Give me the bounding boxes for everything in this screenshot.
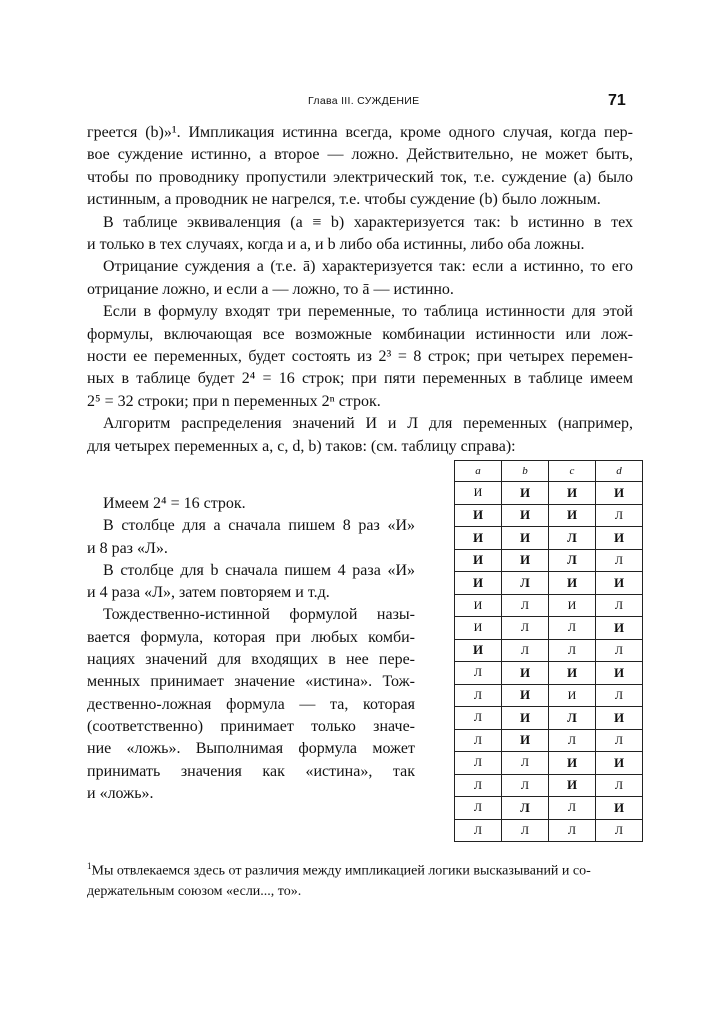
side-text-line: вается формула, которая при любых комби- <box>87 628 415 646</box>
truth-table-cell: И <box>455 549 502 572</box>
truth-table-cell: Л <box>455 819 502 842</box>
truth-table-cell: Л <box>549 707 596 730</box>
truth-table-cell: Л <box>596 549 643 572</box>
side-text-line: В столбце для b сначала пишем 4 раза «И» <box>103 561 415 579</box>
truth-table-cell: И <box>549 662 596 685</box>
truth-table-row <box>455 662 643 685</box>
body-text-line: истинным, а проводник не нагрелся, т.е. чтобы суждение (b) было ложным. <box>87 191 601 209</box>
truth-table-cell: И <box>549 504 596 527</box>
truth-table-cell: Л <box>549 797 596 820</box>
truth-table-cell: И <box>596 527 643 550</box>
truth-table-cell: Л <box>549 639 596 662</box>
truth-table-cell: И <box>455 639 502 662</box>
side-text-line: менных принимает значение «истина». Тож- <box>87 673 415 691</box>
side-text-line: В столбце для a сначала пишем 8 раз «И» <box>103 517 415 535</box>
body-text-line: Если в формулу входят три переменные, то таблица истинности для этой <box>103 303 633 321</box>
truth-table-cell: И <box>596 707 643 730</box>
truth-table-row <box>455 639 643 662</box>
truth-table-cell: Л <box>596 504 643 527</box>
truth-table-cell: Л <box>455 707 502 730</box>
truth-table-row <box>455 572 643 595</box>
side-text-line: (соответственно) принимает только значе- <box>87 717 415 735</box>
truth-table-cell: Л <box>549 527 596 550</box>
truth-table-row <box>455 594 643 617</box>
truth-table-cell: И <box>596 752 643 775</box>
truth-table-header-cell: a <box>455 461 502 482</box>
side-text-line: Тождественно-истинной формулой назы- <box>103 606 415 624</box>
truth-table-cell: И <box>549 684 596 707</box>
side-text-line: и 4 раза «Л», затем повторяем и т.д. <box>87 584 330 602</box>
truth-table-row <box>455 707 643 730</box>
truth-table-cell: Л <box>502 774 549 797</box>
body-text-line: В таблице эквиваленция (a ≡ b) характеризуется так: b истинно в тех <box>103 213 633 231</box>
body-text-line: формулы, включающая все возможные комбинации истинности или лож- <box>87 325 633 343</box>
truth-table-cell: Л <box>502 752 549 775</box>
truth-table-cell: И <box>549 572 596 595</box>
truth-table-cell: И <box>502 684 549 707</box>
truth-table-cell: И <box>502 549 549 572</box>
truth-table-cell: Л <box>502 617 549 640</box>
truth-table-row <box>455 684 643 707</box>
side-text-line: Имеем 2⁴ = 16 строк. <box>103 495 246 512</box>
side-text-line: и «ложь». <box>87 784 154 802</box>
truth-table-cell: Л <box>596 819 643 842</box>
truth-table-row <box>455 617 643 640</box>
truth-table-cell: Л <box>502 639 549 662</box>
side-text-line: ние «ложь». Выполнимая формула может <box>87 740 415 758</box>
body-text-line: отрицание ложно, и если a — ложно, то ā — истинно. <box>87 280 454 298</box>
side-text-line: и 8 раз «Л». <box>87 539 168 557</box>
truth-table-cell: Л <box>502 797 549 820</box>
body-text-line: Алгоритм распределения значений И и Л для переменных (например, <box>103 415 633 433</box>
truth-table-cell: Л <box>455 662 502 685</box>
truth-table-cell: И <box>596 572 643 595</box>
body-text-line: 2⁵ = 32 строки; при n переменных 2ⁿ строк. <box>87 392 381 410</box>
truth-table-header-cell: d <box>596 461 643 482</box>
truth-table-cell: И <box>502 482 549 505</box>
truth-table-row <box>455 482 643 505</box>
truth-table-cell: Л <box>549 549 596 572</box>
truth-table-cell: И <box>549 594 596 617</box>
truth-table-cell: Л <box>596 639 643 662</box>
footnote-text-1: Мы отвлекаемся здесь от различия между импликацией логики высказываний и со- <box>91 863 591 879</box>
truth-table-cell: И <box>502 504 549 527</box>
truth-table-cell: И <box>502 662 549 685</box>
truth-table-cell: И <box>455 482 502 505</box>
footnote-line-2: держательным союзом «если..., то». <box>87 883 302 899</box>
body-text-line: ных в таблице будет 2⁴ = 16 строк; при пяти переменных в таблице имеем <box>87 370 633 388</box>
truth-table-cell: И <box>596 797 643 820</box>
truth-table-cell: Л <box>596 594 643 617</box>
truth-table <box>454 460 643 842</box>
truth-table-cell: И <box>502 729 549 752</box>
truth-table-cell: И <box>596 482 643 505</box>
truth-table-cell: И <box>455 594 502 617</box>
body-text-line: ности ее переменных, будет состоять из 2³ = 8 строк; при четырех перемен- <box>87 348 633 366</box>
truth-table-row <box>455 752 643 775</box>
side-text-line: нациях значений для входящих в нее пере- <box>87 651 415 669</box>
truth-table-header-cell: b <box>502 461 549 482</box>
footnote-line-1 <box>87 856 627 882</box>
truth-table-cell: Л <box>502 594 549 617</box>
truth-table-cell: И <box>502 527 549 550</box>
truth-table-cell: Л <box>455 774 502 797</box>
main-text-block <box>87 122 633 458</box>
body-text-line: для четырех переменных a, c, d, b) таков: (см. таблицу справа): <box>87 437 516 455</box>
truth-table-row <box>455 819 643 842</box>
truth-table-cell: Л <box>455 684 502 707</box>
truth-table-row <box>455 774 643 797</box>
truth-table-cell: И <box>549 482 596 505</box>
truth-table-cell: Л <box>549 819 596 842</box>
truth-table-cell: Л <box>455 797 502 820</box>
truth-table-row <box>455 729 643 752</box>
truth-table-header-row <box>455 461 643 482</box>
truth-table-cell: И <box>455 527 502 550</box>
body-text-line: вое суждение истинно, а второе — ложно. Действительно, не может быть, <box>87 146 633 164</box>
truth-table-cell: И <box>455 504 502 527</box>
body-text-line: Отрицание суждения a (т.е. ā) характеризуется так: если a истинно, то его <box>103 258 633 276</box>
truth-table-cell: И <box>455 572 502 595</box>
truth-table-cell: И <box>502 707 549 730</box>
truth-table-cell: Л <box>502 819 549 842</box>
truth-table-cell: И <box>549 774 596 797</box>
side-text-line: принимать значения как «истина», так <box>87 762 415 780</box>
body-text-line: греется (b)»¹. Импликация истинна всегда, кроме одного случая, когда пер- <box>87 124 633 141</box>
footnote <box>87 856 627 902</box>
side-text-block <box>87 493 415 805</box>
truth-table-cell: Л <box>455 729 502 752</box>
truth-table-row <box>455 504 643 527</box>
running-header: Глава III. СУЖДЕНИЕ <box>308 95 420 107</box>
truth-table-cell: Л <box>549 729 596 752</box>
side-text-line: дественно-ложная формула — та, которая <box>87 695 415 713</box>
truth-table-cell: Л <box>549 617 596 640</box>
truth-table-row <box>455 797 643 820</box>
truth-table-cell: И <box>455 617 502 640</box>
footnote-marker: 1 <box>87 861 92 871</box>
truth-table-cell: Л <box>455 752 502 775</box>
body-text-line: чтобы по проводнику пропустили электрический ток, т.е. суждение (a) было <box>87 168 633 186</box>
page-number: 71 <box>608 92 626 109</box>
truth-table-cell: И <box>596 662 643 685</box>
truth-table-cell: И <box>549 752 596 775</box>
truth-table-row <box>455 549 643 572</box>
truth-table-row <box>455 527 643 550</box>
truth-table-cell: Л <box>502 572 549 595</box>
truth-table-cell: Л <box>596 774 643 797</box>
truth-table-header-cell: c <box>549 461 596 482</box>
body-text-line: и только в тех случаях, когда и a, и b либо оба истинны, либо оба ложны. <box>87 236 585 254</box>
truth-table-cell: Л <box>596 684 643 707</box>
truth-table-cell: Л <box>596 729 643 752</box>
truth-table-cell: И <box>596 617 643 640</box>
